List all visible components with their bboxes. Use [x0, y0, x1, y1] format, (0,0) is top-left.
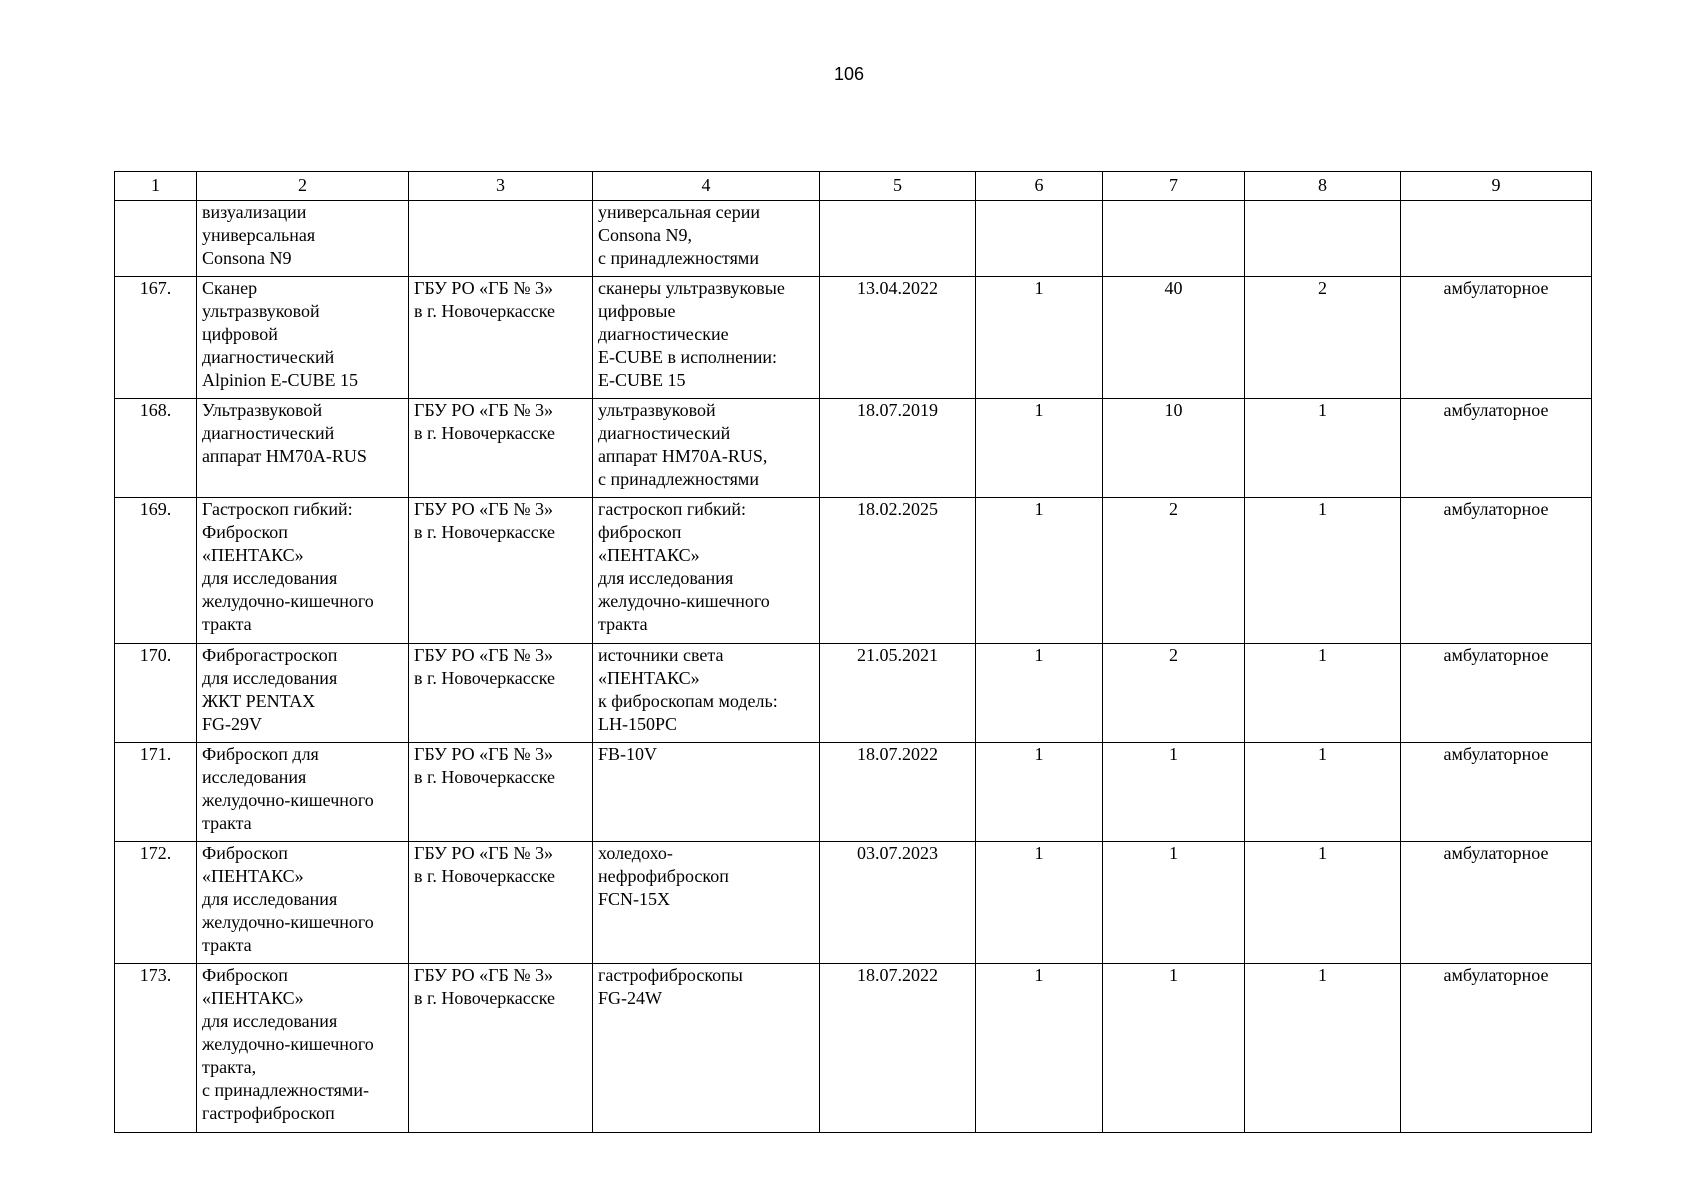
table-header-row [115, 172, 1592, 201]
column-8-value: 1 [1245, 743, 1401, 842]
equipment-description: гастрофиброскопы FG-24W [593, 964, 820, 1133]
table-row [115, 644, 1592, 743]
column-7-value: 40 [1103, 277, 1245, 399]
care-type: амбулаторное [1401, 498, 1592, 644]
equipment-name: визуализации универсальная Consona N9 [197, 201, 409, 277]
equipment-name: Гастроскоп гибкий: Фиброскоп «ПЕНТАКС» для исследования желудочно-кишечного тракта [197, 498, 409, 644]
column-6-value: 1 [976, 964, 1103, 1133]
column-header: 8 [1245, 172, 1401, 201]
care-type: амбулаторное [1401, 277, 1592, 399]
column-6-value: 1 [976, 842, 1103, 964]
organization: ГБУ РО «ГБ № 3» в г. Новочеркасске [409, 277, 593, 399]
column-header: 5 [820, 172, 976, 201]
row-number: 173. [115, 964, 197, 1133]
row-number: 171. [115, 743, 197, 842]
organization: ГБУ РО «ГБ № 3» в г. Новочеркасске [409, 399, 593, 498]
equipment-table [114, 171, 1592, 1133]
date-cell: 21.05.2021 [820, 644, 976, 743]
equipment-name: Фиброскоп для исследования желудочно-кишечного тракта [197, 743, 409, 842]
row-number: 168. [115, 399, 197, 498]
organization: ГБУ РО «ГБ № 3» в г. Новочеркасске [409, 644, 593, 743]
care-type [1401, 201, 1592, 277]
care-type: амбулаторное [1401, 644, 1592, 743]
column-header: 7 [1103, 172, 1245, 201]
date-cell: 18.07.2019 [820, 399, 976, 498]
column-8-value: 2 [1245, 277, 1401, 399]
column-6-value: 1 [976, 399, 1103, 498]
table-row [115, 277, 1592, 399]
care-type: амбулаторное [1401, 399, 1592, 498]
care-type: амбулаторное [1401, 842, 1592, 964]
column-8-value [1245, 201, 1401, 277]
table-row [115, 399, 1592, 498]
row-number: 169. [115, 498, 197, 644]
column-7-value: 10 [1103, 399, 1245, 498]
table-row [115, 743, 1592, 842]
column-header: 4 [593, 172, 820, 201]
table-row [115, 201, 1592, 277]
column-6-value: 1 [976, 498, 1103, 644]
date-cell [820, 201, 976, 277]
organization: ГБУ РО «ГБ № 3» в г. Новочеркасске [409, 743, 593, 842]
equipment-description: гастроскоп гибкий: фиброскоп «ПЕНТАКС» для исследования желудочно-кишечного тракта [593, 498, 820, 644]
row-number: 170. [115, 644, 197, 743]
equipment-name: Фиброскоп «ПЕНТАКС» для исследования желудочно-кишечного тракта [197, 842, 409, 964]
table-row [115, 842, 1592, 964]
equipment-description: ультразвуковой диагностический аппарат HM70A-RUS, с принадлежностями [593, 399, 820, 498]
column-8-value: 1 [1245, 399, 1401, 498]
column-7-value [1103, 201, 1245, 277]
column-7-value: 1 [1103, 743, 1245, 842]
column-6-value: 1 [976, 743, 1103, 842]
column-6-value: 1 [976, 644, 1103, 743]
equipment-description: сканеры ультразвуковые цифровые диагностические E-CUBE в исполнении: E-CUBE 15 [593, 277, 820, 399]
column-8-value: 1 [1245, 498, 1401, 644]
equipment-name: Сканер ультразвуковой цифровой диагностический Alpinion E-CUBE 15 [197, 277, 409, 399]
row-number: 172. [115, 842, 197, 964]
column-7-value: 2 [1103, 644, 1245, 743]
equipment-name: Ультразвуковой диагностический аппарат HM70A-RUS [197, 399, 409, 498]
date-cell: 18.07.2022 [820, 743, 976, 842]
column-8-value: 1 [1245, 842, 1401, 964]
column-header: 3 [409, 172, 593, 201]
equipment-description: FB-10V [593, 743, 820, 842]
column-8-value: 1 [1245, 964, 1401, 1133]
organization: ГБУ РО «ГБ № 3» в г. Новочеркасске [409, 964, 593, 1133]
care-type: амбулаторное [1401, 964, 1592, 1133]
column-header: 9 [1401, 172, 1592, 201]
date-cell: 13.04.2022 [820, 277, 976, 399]
column-header: 1 [115, 172, 197, 201]
column-8-value: 1 [1245, 644, 1401, 743]
row-number: 167. [115, 277, 197, 399]
equipment-description: универсальная серии Consona N9, с принадлежностями [593, 201, 820, 277]
date-cell: 03.07.2023 [820, 842, 976, 964]
table-row [115, 498, 1592, 644]
column-header: 6 [976, 172, 1103, 201]
column-7-value: 1 [1103, 842, 1245, 964]
table-row [115, 964, 1592, 1133]
date-cell: 18.02.2025 [820, 498, 976, 644]
column-6-value [976, 201, 1103, 277]
equipment-name: Фиброгастроскоп для исследования ЖКТ PENTAX FG-29V [197, 644, 409, 743]
equipment-description: источники света «ПЕНТАКС» к фиброскопам модель: LH-150PC [593, 644, 820, 743]
page-number: 106 [833, 64, 865, 84]
column-6-value: 1 [976, 277, 1103, 399]
organization: ГБУ РО «ГБ № 3» в г. Новочеркасске [409, 842, 593, 964]
column-header: 2 [197, 172, 409, 201]
row-number [115, 201, 197, 277]
organization: ГБУ РО «ГБ № 3» в г. Новочеркасске [409, 498, 593, 644]
equipment-name: Фиброскоп «ПЕНТАКС» для исследования желудочно-кишечного тракта, с принадлежностями- гастрофиброскоп [197, 964, 409, 1133]
organization [409, 201, 593, 277]
column-7-value: 1 [1103, 964, 1245, 1133]
equipment-description: холедохо- нефрофиброскоп FCN-15X [593, 842, 820, 964]
column-7-value: 2 [1103, 498, 1245, 644]
date-cell: 18.07.2022 [820, 964, 976, 1133]
care-type: амбулаторное [1401, 743, 1592, 842]
